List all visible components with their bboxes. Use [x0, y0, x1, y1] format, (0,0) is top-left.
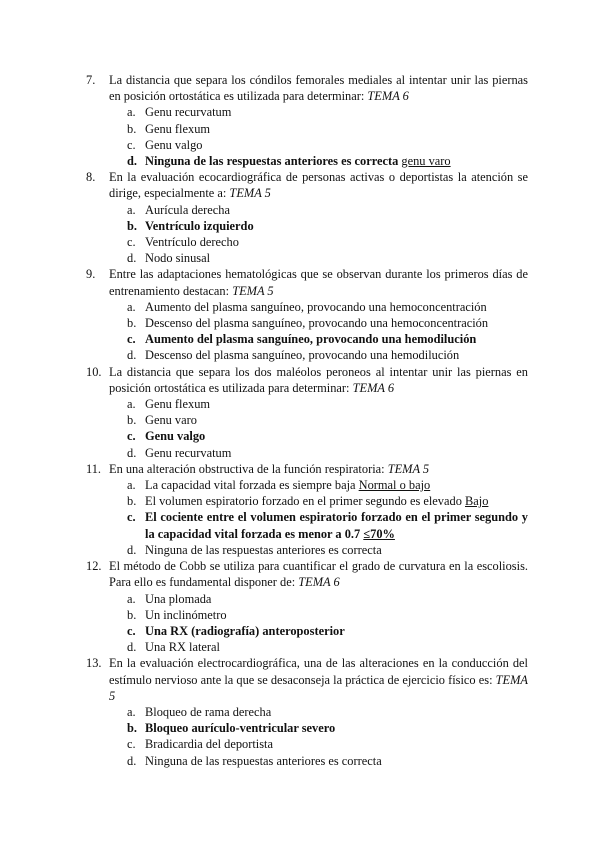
question-7 [86, 72, 528, 169]
option-c-correct: c. Una RX (radiografía) anteroposterior [127, 623, 345, 638]
question-11 [86, 461, 528, 558]
topic-tag: TEMA 6 [352, 380, 395, 395]
question-text: En la evaluación ecocardiográfica de personas activas o deportistas la atención se dirige, especialmente a: TEMA 5 [109, 170, 528, 201]
option-a: a. Aumento del plasma sanguíneo, provocando una hemoconcentración [127, 299, 487, 314]
option-d: d. Nodo sinusal [127, 251, 211, 266]
option-b-correct: b. Ventrículo izquierdo [127, 218, 254, 233]
question-13 [86, 655, 528, 768]
option-b: b. Un inclinómetro [127, 607, 227, 622]
option-b-correct: b. Bloqueo aurículo-ventricular severo [127, 721, 336, 736]
question-number: 12. [86, 559, 102, 574]
option-a: a. Una plomada [127, 591, 212, 606]
option-c: c. Bradicardia del deportista [127, 737, 273, 752]
question-number: 9. [86, 267, 96, 282]
question-9 [86, 266, 528, 363]
question-number: 7. [86, 73, 96, 87]
topic-tag: TEMA 5 [232, 283, 274, 298]
topic-tag: TEMA 5 [109, 672, 528, 703]
question-number: 13. [86, 656, 102, 671]
question-12 [86, 558, 528, 655]
option-b: b. Descenso del plasma sanguíneo, provocando una hemoconcentración [127, 316, 489, 331]
annotation-note: genu varo [401, 154, 451, 169]
option-a: a. Bloqueo de rama derecha [127, 704, 272, 719]
question-text: En la evaluación electrocardiográfica, una de las alteraciones en la conducción del estímulo nervioso ante la que se desaconseja la práctica de ejercicio físico es: TEMA 5 [109, 656, 528, 703]
option-d: d. Una RX lateral [127, 640, 221, 655]
option-a: a. La capacidad vital forzada es siempre baja Normal o bajo [127, 478, 431, 493]
topic-tag: TEMA 5 [387, 461, 430, 476]
option-b: b. El volumen espiratorio forzado en el primer segundo es elevado Bajo [127, 494, 489, 509]
question-number: 11. [86, 461, 102, 476]
question-number: 10. [86, 364, 102, 379]
option-d: d. Ninguna de las respuestas anteriores es correcta [127, 753, 382, 768]
annotation-note: ≤70% [363, 526, 395, 541]
option-d: d. Genu recurvatum [127, 445, 232, 460]
question-text: La distancia que separa los cóndilos femorales mediales al intentar unir las piernas en posición ortostática es utilizada para determinar: TEMA 6 [109, 73, 528, 104]
option-c: c. Ventrículo derecho [127, 235, 239, 250]
question-text: En una alteración obstructiva de la función respiratoria: TEMA 5 [109, 461, 430, 476]
option-d-correct: d. Ninguna de las respuestas anteriores es correcta genu varo [127, 154, 451, 169]
question-10 [86, 364, 528, 461]
option-c-correct: c. El cociente entre el volumen espiratorio forzado en el primer segundo y la capacidad vital forzada es menor a 0.7 ≤70% [127, 510, 528, 541]
option-c-correct: c. Aumento del plasma sanguíneo, provocando una hemodilución [127, 332, 477, 347]
option-a: a. Aurícula derecha [127, 202, 230, 217]
option-c: c. Genu valgo [127, 137, 203, 152]
question-list [86, 72, 528, 769]
annotation-note: Bajo [465, 494, 489, 509]
topic-tag: TEMA 6 [298, 575, 340, 590]
option-a: a. Genu flexum [127, 397, 211, 412]
option-d: d. Descenso del plasma sanguíneo, provocando una hemodilución [127, 348, 460, 363]
option-b: b. Genu varo [127, 413, 197, 428]
topic-tag: TEMA 6 [367, 89, 409, 104]
question-text: El método de Cobb se utiliza para cuantificar el grado de curvatura en la escoliosis. Para ello es fundamental disponer de: TEMA 6 [109, 559, 528, 590]
question-8 [86, 169, 528, 266]
question-text: La distancia que separa los dos maléolos peroneos al intentar unir las piernas en posición ortostática es utilizada para determinar: TEMA 6 [109, 364, 528, 395]
question-text: Entre las adaptaciones hematológicas que se observan durante los primeros días de entrenamiento destacan: TEMA 5 [109, 267, 528, 298]
question-number: 8. [86, 170, 96, 185]
option-d: d. Ninguna de las respuestas anteriores es correcta [127, 542, 382, 557]
option-c-correct: c. Genu valgo [127, 429, 206, 444]
option-a: a. Genu recurvatum [127, 105, 232, 120]
topic-tag: TEMA 5 [229, 186, 271, 201]
annotation-note: Normal o bajo [358, 478, 431, 493]
option-b: b. Genu flexum [127, 121, 211, 136]
